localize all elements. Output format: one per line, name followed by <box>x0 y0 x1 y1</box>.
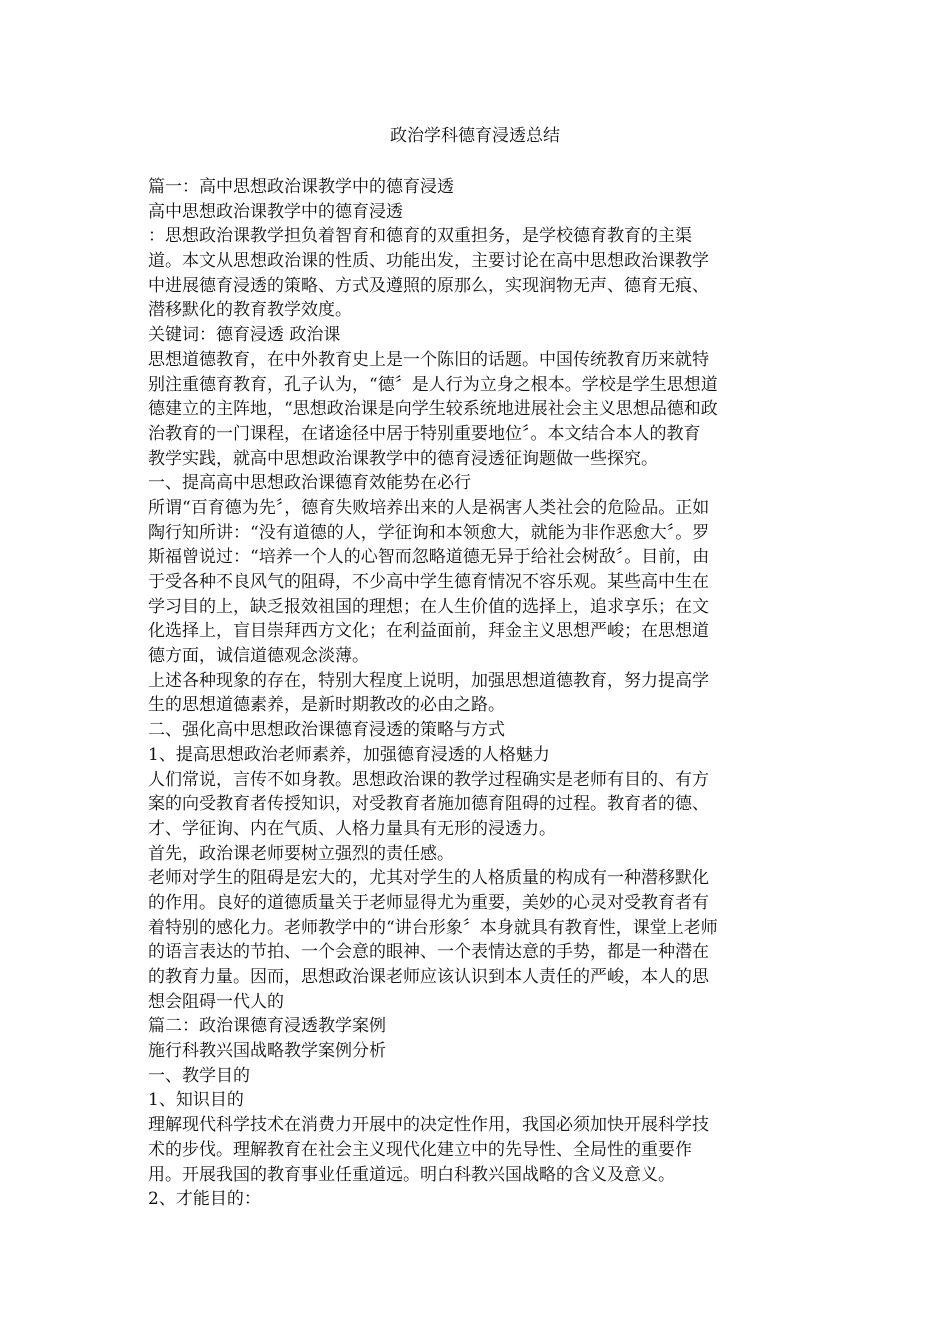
text-line: 德方面，诚信道德观念淡薄。 <box>148 646 369 667</box>
text-line: 1、知识目的 <box>148 1090 244 1111</box>
text-line: 上述各种现象的存在，特别大程度上说明，加强思想道德教育，努力提高学 <box>148 670 709 691</box>
text-line: 篇一：高中思想政治课教学中的德育浸透 <box>148 177 454 197</box>
text-line: 老师对学生的阻碍是宏大的，尤其对学生的人格质量的构成有一种潜移默化 <box>148 868 709 889</box>
text-line: 案的向受教育者传授知识，对受教育者施加德育阻碍的过程。教育者的德、 <box>148 794 709 815</box>
text-line: 所谓“百育德为先〞，德育失败培养出来的人是祸害人类社会的危险品。正如 <box>148 497 710 518</box>
text-line: 用。开展我国的教育事业任重道远。明白科教兴国战略的含义及意义。 <box>148 1164 675 1185</box>
text-line: 人们常说，言传不如身教。思想政治课的教学过程确实是老师有目的、有方 <box>148 769 709 790</box>
text-line: 陶行知所讲：“没有道德的人，学征询和本领愈大，就能为非作恶愈大〞。罗 <box>148 522 710 543</box>
text-line: 别注重德育教育，孔子认为，“德〞是人行为立身之根本。学校是学生思想道 <box>148 374 718 395</box>
text-line: 着特别的感化力。老师教学中的“讲台形象〞本身就具有教育性，课堂上老师 <box>148 917 718 938</box>
text-line: 理解现代科学技术在消费力开展中的决定性作用，我国必须加快开展科学技 <box>148 1115 709 1136</box>
document-title: 政治学科德育浸透总结 <box>390 126 560 146</box>
text-line: 篇二：政治课德育浸透教学案例 <box>148 1016 386 1037</box>
text-line: 一、教学目的 <box>148 1065 250 1086</box>
text-line: 治教育的一门课程，在诸途径中居于特别重要地位〞。本文结合本人的教育 <box>148 423 701 444</box>
text-line: 关键词：德育浸透 政治课 <box>148 325 341 346</box>
text-line: 道。本文从思想政治课的性质、功能出发，主要讨论在高中思想政治课教学 <box>148 251 709 272</box>
text-line: 学习目的上，缺乏报效祖国的理想；在人生价值的选择上，追求享乐；在文 <box>148 596 709 617</box>
text-line: 斯福曾说过：“培养一个人的心智而忽略道德无异于给社会树敌〞。目前，由 <box>148 547 710 568</box>
text-line: 化选择上，盲目崇拜西方文化；在利益面前，拜金主义思想严峻；在思想道 <box>148 621 709 642</box>
text-line: 潜移默化的教育教学效度。 <box>148 300 352 321</box>
text-line: 于受各种不良风气的阻碍，不少高中学生德育情况不容乐观。某些高中生在 <box>148 572 709 592</box>
text-line: 的语言表达的节拍、一个会意的眼神、一个表情达意的手势，都是一种潜在 <box>148 942 709 963</box>
text-line: 施行科教兴国战略教学案例分析 <box>148 1041 386 1062</box>
text-line: 1、提高思想政治老师素养，加强德育浸透的人格魅力 <box>148 744 550 765</box>
text-line: 的作用。良好的道德质量关于老师显得尤为重要，美妙的心灵对受教育者有 <box>148 892 709 913</box>
document-body <box>148 175 808 1212</box>
text-line: 二、强化高中思想政治课德育浸透的策略与方式 <box>148 720 505 741</box>
text-line: 德建立的主阵地，“思想政治课是向学生较系统地进展社会主义思想品德和政 <box>148 399 718 420</box>
text-line: 思想道德教育，在中外教育史上是一个陈旧的话题。中国传统教育历来就特 <box>148 349 709 370</box>
text-line: 首先，政治课老师要树立强烈的责任感。 <box>148 843 454 864</box>
text-line: 2、才能目的： <box>148 1189 261 1210</box>
text-line: 术的步伐。理解教育在社会主义现代化建立中的先导性、全局性的重要作 <box>148 1139 692 1160</box>
text-line: 教学实践，就高中思想政治课教学中的德育浸透征询题做一些探究。 <box>148 448 658 469</box>
text-line: 中进展德育浸透的策略、方式及遵照的原那么，实现润物无声、德育无痕、 <box>148 275 709 296</box>
text-line: 一、提高高中思想政治课德育效能势在必行 <box>148 473 471 494</box>
text-line: ：思想政治课教学担负着智育和德育的双重担务，是学校德育教育的主渠 <box>148 226 692 247</box>
text-line: 想会阻碍一代人的 <box>148 991 284 1012</box>
text-line: 才、学征询、内在气质、人格力量具有无形的浸透力。 <box>148 818 556 839</box>
text-line: 生的思想道德素养，是新时期教改的必由之路。 <box>148 695 505 716</box>
text-line: 的教育力量。因而，思想政治课老师应该认识到本人责任的严峻，本人的思 <box>148 967 709 987</box>
text-line: 高中思想政治课教学中的德育浸透 <box>148 201 403 222</box>
